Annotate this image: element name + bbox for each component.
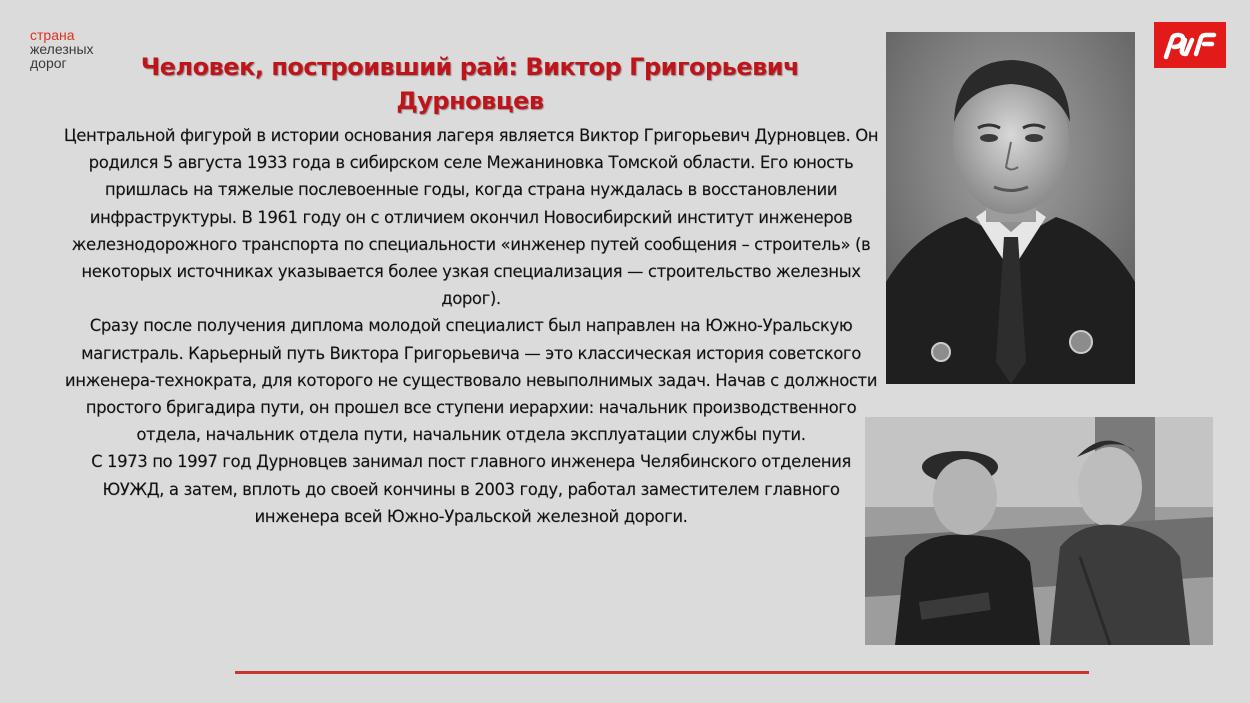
brand-line-2: железных: [30, 41, 94, 57]
portrait-illustration: [886, 32, 1135, 384]
brand-logo-text: [30, 28, 94, 70]
bottom-divider: [235, 671, 1089, 674]
paragraph-3: С 1973 по 1997 год Дурновцев занимал пост главного инженера Челябинского отделения ЮУЖД, а затем, вплоть до своей кончины в 2003 году, работал заместителем главного инженера всей Южно-Уральской железной дороги.: [91, 452, 851, 526]
page-title: Человек, построивший рай: Виктор Григорьевич Дурновцев: [140, 53, 800, 115]
portrait-photo: [886, 32, 1135, 384]
brand-line-1: страна: [30, 27, 75, 43]
brand-line-3: дорог: [30, 55, 67, 71]
body-text: [58, 122, 884, 530]
rzd-logo-icon: [1154, 22, 1226, 68]
outdoor-illustration: [865, 417, 1213, 645]
paragraph-1: Центральной фигурой в истории основания лагеря является Виктор Григорьевич Дурновцев. Он родился 5 августа 1933 года в сибирском селе Межаниновка Томской области. Его юность пришлась на тяжелые послевоенные годы, когда страна нуждалась в восстановлении инфраструктуры. В 1961 году он с отличием окончил Новосибирский институт инженеров железнодорожного транспорта по специальности «инженер путей сообщения – строитель» (в некоторых источниках указывается более узкая специализация — строительство железных дорог).: [63, 126, 879, 309]
outdoor-photo: [865, 417, 1213, 645]
rzd-logo-glyph: [1160, 30, 1220, 60]
paragraph-2: Сразу после получения диплома молодой специалист был направлен на Южно-Уральскую магистраль. Карьерный путь Виктора Григорьевича — это классическая история советского инженера-технократа, для которого не существовало невыполнимых задач. Начав с должности простого бригадира пути, он прошел все ступени иерархии: начальник производственного отдела, начальник отдела пути, начальник отдела эксплуатации службы пути.: [64, 316, 878, 445]
